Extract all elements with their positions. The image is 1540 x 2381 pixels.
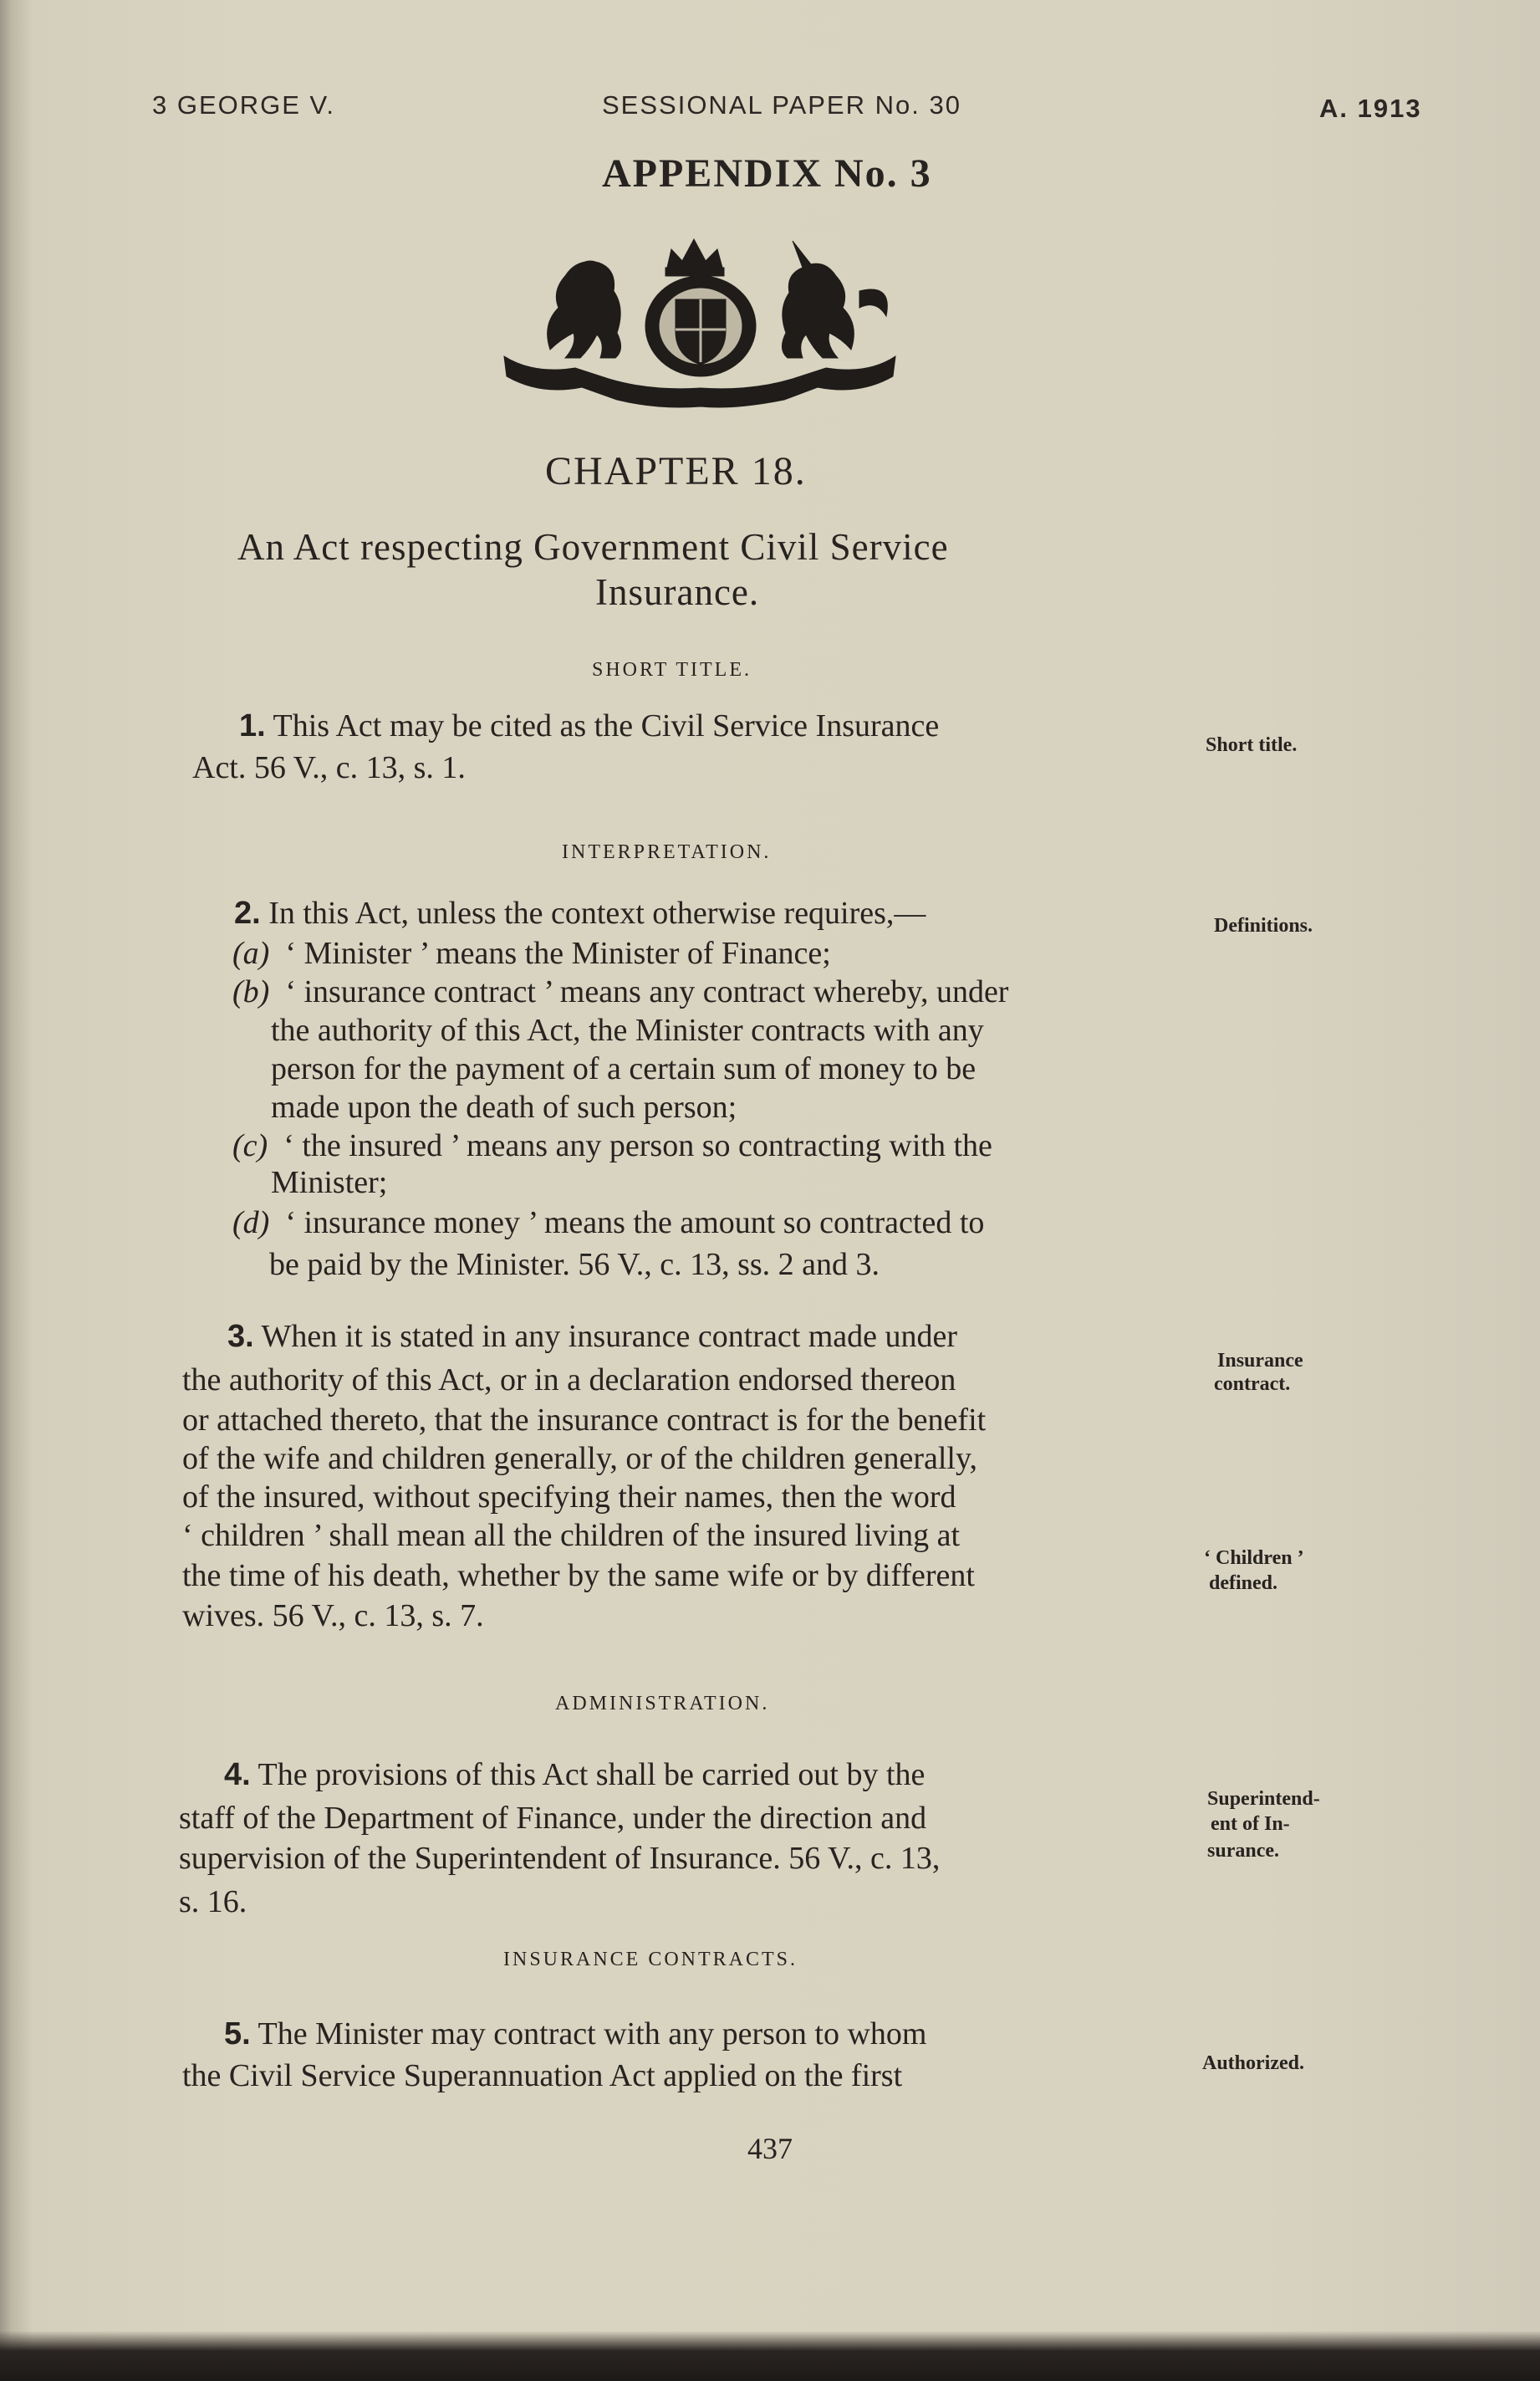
royal-coat-of-arms-icon bbox=[500, 232, 900, 410]
s5-line2: the Civil Service Superannuation Act applied on the first bbox=[182, 2058, 903, 2093]
s3-line1 bbox=[227, 1318, 957, 1355]
heading-short-title: SHORT TITLE. bbox=[592, 659, 752, 681]
s2a-line bbox=[232, 935, 831, 972]
margin-superintendent-line3: surance. bbox=[1207, 1840, 1279, 1862]
s3-text-line1: When it is stated in any insurance contract made under bbox=[261, 1319, 958, 1354]
margin-insurance-contract-line1: Insurance bbox=[1217, 1350, 1303, 1372]
header-right: A. 1913 bbox=[1319, 94, 1422, 123]
s2c-line1 bbox=[232, 1127, 992, 1164]
s2b-label: (b) bbox=[232, 974, 270, 1009]
s3-line4: of the wife and children generally, or of the children generally, bbox=[182, 1441, 978, 1476]
s5-line1 bbox=[224, 2016, 926, 2052]
s4-number: 4. bbox=[224, 1757, 251, 1792]
s4-line1 bbox=[224, 1756, 925, 1793]
s3-line2: the authority of this Act, or in a declaration endorsed thereon bbox=[182, 1362, 956, 1397]
s2a-text: ‘ Minister ’ means the Minister of Finance; bbox=[285, 936, 831, 971]
s1-text-line1: This Act may be cited as the Civil Service Insurance bbox=[273, 708, 940, 743]
s1-number: 1. bbox=[239, 708, 266, 743]
act-title-line1: An Act respecting Government Civil Service bbox=[237, 526, 949, 568]
page-number: 437 bbox=[747, 2132, 793, 2165]
s5-number: 5. bbox=[224, 2016, 251, 2051]
s2b-line2: the authority of this Act, the Minister contracts with any bbox=[271, 1013, 984, 1048]
s2-line1 bbox=[234, 895, 926, 932]
s3-line3: or attached thereto, that the insurance contract is for the benefit bbox=[182, 1403, 987, 1438]
heading-interpretation: INTERPRETATION. bbox=[562, 841, 772, 863]
s2d-text-line1: ‘ insurance money ’ means the amount so contracted to bbox=[285, 1205, 985, 1240]
s2b-text-line1: ‘ insurance contract ’ means any contract whereby, under bbox=[285, 974, 1009, 1009]
s1-line1 bbox=[239, 708, 939, 744]
chapter-title: CHAPTER 18. bbox=[545, 449, 807, 493]
s3-line7: the time of his death, whether by the same wife or by different bbox=[182, 1558, 975, 1593]
s2c-text-line1: ‘ the insured ’ means any person so contracting with the bbox=[283, 1128, 992, 1163]
s4-line4: s. 16. bbox=[179, 1884, 247, 1919]
margin-short-title: Short title. bbox=[1206, 734, 1298, 756]
s4-line3: supervision of the Superintendent of Insurance. 56 V., c. 13, bbox=[179, 1841, 941, 1876]
s2c-label: (c) bbox=[232, 1128, 268, 1163]
s2d-line1 bbox=[232, 1204, 984, 1241]
heading-administration: ADMINISTRATION. bbox=[555, 1693, 770, 1714]
margin-authorized: Authorized. bbox=[1202, 2052, 1304, 2074]
page-bottom-shadow bbox=[0, 2331, 1540, 2381]
s3-line5: of the insured, without specifying their names, then the word bbox=[182, 1479, 956, 1515]
s2b-line1 bbox=[232, 973, 1008, 1010]
s2-number: 2. bbox=[234, 896, 261, 931]
margin-insurance-contract-line2: contract. bbox=[1214, 1373, 1291, 1395]
margin-children-defined-line2: defined. bbox=[1209, 1572, 1278, 1594]
s2b-line3: person for the payment of a certain sum of money to be bbox=[271, 1051, 977, 1086]
s3-number: 3. bbox=[227, 1319, 254, 1354]
margin-definitions: Definitions. bbox=[1214, 915, 1313, 937]
heading-insurance-contracts: INSURANCE CONTRACTS. bbox=[503, 1949, 798, 1970]
header-center: SESSIONAL PAPER No. 30 bbox=[602, 90, 961, 120]
appendix-title: APPENDIX No. 3 bbox=[602, 151, 932, 196]
margin-superintendent-line1: Superintend- bbox=[1207, 1788, 1320, 1810]
margin-superintendent-line2: ent of In- bbox=[1211, 1813, 1290, 1835]
header-left: 3 GEORGE V. bbox=[152, 90, 335, 120]
s1-line2: Act. 56 V., c. 13, s. 1. bbox=[192, 750, 466, 785]
s4-text-line1: The provisions of this Act shall be carried out by the bbox=[258, 1757, 926, 1792]
s2b-line4: made upon the death of such person; bbox=[271, 1090, 737, 1125]
s4-line2: staff of the Department of Finance, under the direction and bbox=[179, 1801, 927, 1836]
s2-text-line1: In this Act, unless the context otherwise requires,— bbox=[268, 896, 926, 931]
s5-text-line1: The Minister may contract with any person to whom bbox=[258, 2016, 927, 2051]
s3-line8: wives. 56 V., c. 13, s. 7. bbox=[182, 1598, 484, 1633]
s2a-label: (a) bbox=[232, 936, 270, 971]
s3-line6: ‘ children ’ shall mean all the children of the insured living at bbox=[182, 1518, 960, 1553]
s2d-line2: be paid by the Minister. 56 V., c. 13, ss. 2 and 3. bbox=[269, 1247, 880, 1282]
s2c-line2: Minister; bbox=[271, 1165, 388, 1200]
act-title-line2: Insurance. bbox=[595, 571, 760, 613]
margin-children-defined-line1: ‘ Children ’ bbox=[1204, 1547, 1304, 1569]
s2d-label: (d) bbox=[232, 1205, 270, 1240]
